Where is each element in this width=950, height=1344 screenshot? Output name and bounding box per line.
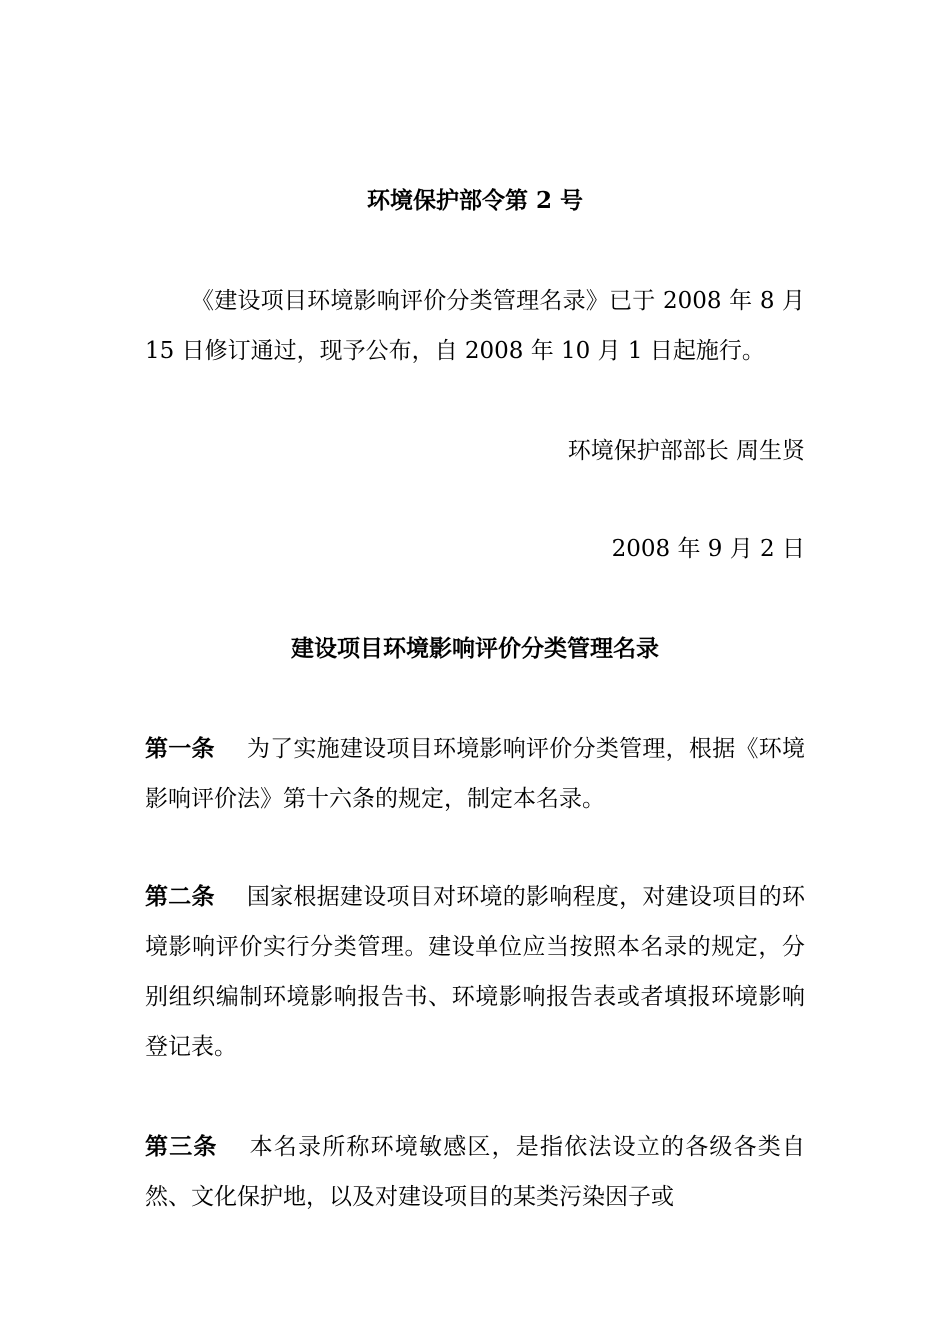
article-2-text: 国家根据建设项目对环境的影响程度，对建设项目的环境影响评价实行分类管理。建设单位应当按照本名录的规定，分别组织编制环境影响报告书、环境影响报告表或者填报环境影响登记表。 — [145, 884, 806, 1060]
article-1 — [145, 724, 805, 824]
article-3-text: 本名录所称环境敏感区，是指依法设立的各级各类自然、文化保护地，以及对建设项目的某类污染因子或 — [145, 1134, 806, 1210]
article-2-label: 第二条 — [145, 883, 215, 910]
article-1-text: 为了实施建设项目环境影响评价分类管理，根据《环境影响评价法》第十六条的规定，制定本名录。 — [145, 736, 806, 812]
order-title: 环境保护部令第 2 号 — [366, 187, 584, 214]
signature-line: 环境保护部部长 周生贤 — [567, 438, 805, 464]
article-1-label: 第一条 — [145, 735, 215, 762]
article-3 — [145, 1122, 805, 1222]
announcement-paragraph: 《建设项目环境影响评价分类管理名录》已于 2008 年 8 月 15 日修订通过，现予公布，自 2008 年 10 月 1 日起施行。 — [145, 288, 805, 364]
date-line: 2008 年 9 月 2 日 — [611, 536, 805, 562]
article-3-label: 第三条 — [145, 1133, 218, 1160]
directory-title: 建设项目环境影响评价分类管理名录 — [291, 635, 659, 662]
article-2 — [145, 872, 805, 1072]
